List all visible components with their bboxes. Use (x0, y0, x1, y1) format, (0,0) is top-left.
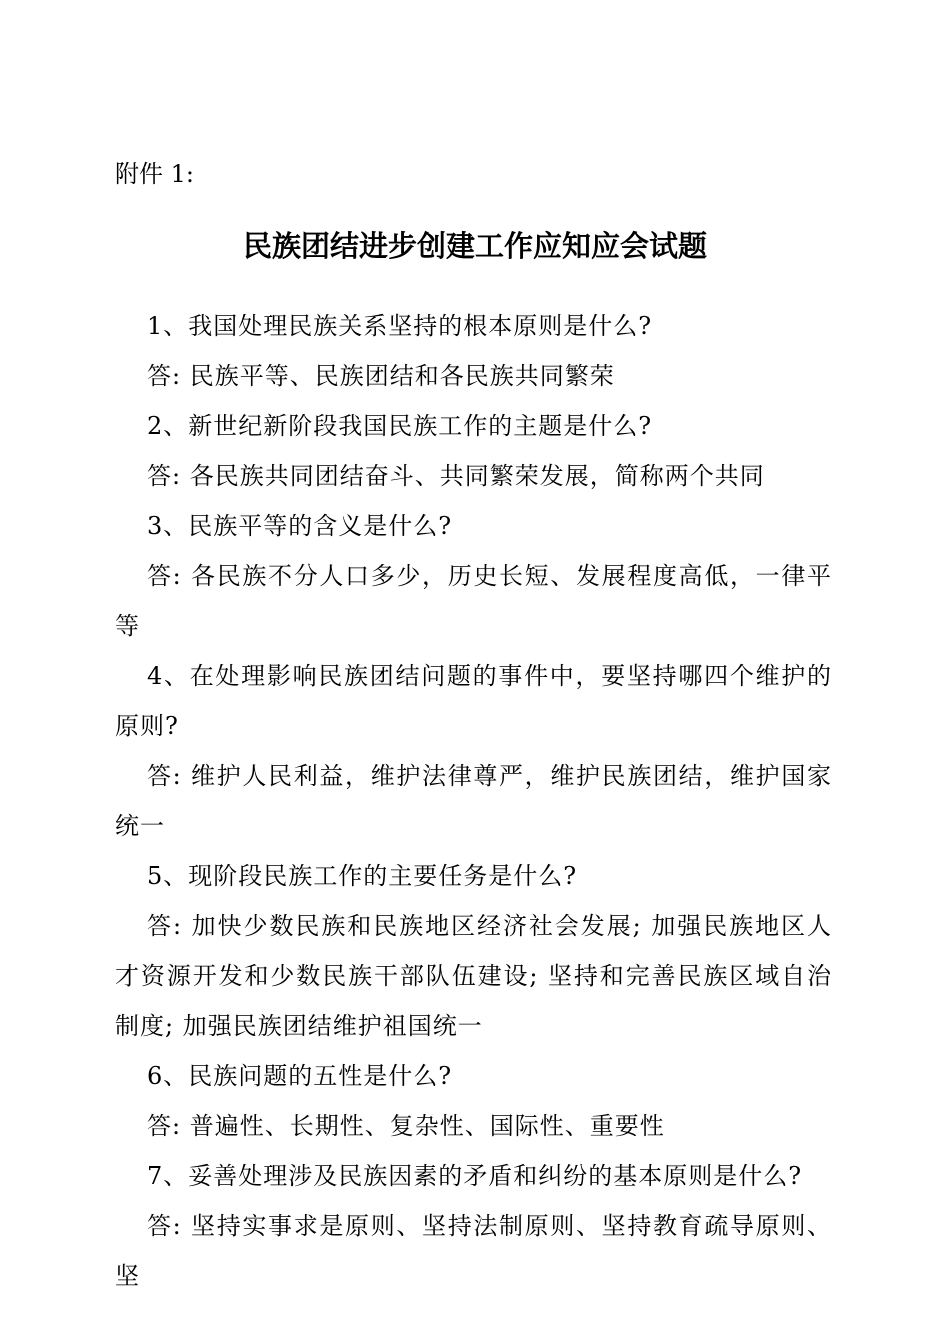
document-title: 民族团结进步创建工作应知应会试题 (242, 229, 707, 263)
attachment-label: 附件 1: (115, 160, 194, 188)
answer-7: 答: 坚持实事求是原则、坚持法制原则、坚持教育疏导原则、坚 (115, 1212, 832, 1290)
question-5: 5、现阶段民族工作的主要任务是什么? (147, 862, 578, 890)
answer-1: 答: 民族平等、民族团结和各民族共同繁荣 (147, 362, 615, 390)
answer-2: 答: 各民族共同团结奋斗、共同繁荣发展，简称两个共同 (147, 462, 765, 490)
answer-3: 答: 各民族不分人口多少，历史长短、发展程度高低，一律平等 (115, 562, 832, 640)
question-7: 7、妥善处理涉及民族因素的矛盾和纠纷的基本原则是什么? (147, 1162, 803, 1190)
document-body (115, 301, 832, 1301)
answer-4: 答: 维护人民利益，维护法律尊严，维护民族团结，维护国家统一 (115, 762, 832, 840)
question-2: 2、新世纪新阶段我国民族工作的主题是什么? (147, 412, 653, 440)
question-6: 6、民族问题的五性是什么? (147, 1062, 453, 1090)
answer-6: 答: 普遍性、长期性、复杂性、国际性、重要性 (147, 1112, 665, 1140)
question-4: 4、在处理影响民族团结问题的事件中，要坚持哪四个维护的原则? (115, 662, 832, 740)
question-1: 1、我国处理民族关系坚持的根本原则是什么? (147, 312, 653, 340)
answer-5: 答: 加快少数民族和民族地区经济社会发展; 加强民族地区人才资源开发和少数民族干部队伍建设; 坚持和完善民族区域自治制度; 加强民族团结维护祖国统一 (115, 912, 832, 1040)
question-3: 3、民族平等的含义是什么? (147, 512, 453, 540)
